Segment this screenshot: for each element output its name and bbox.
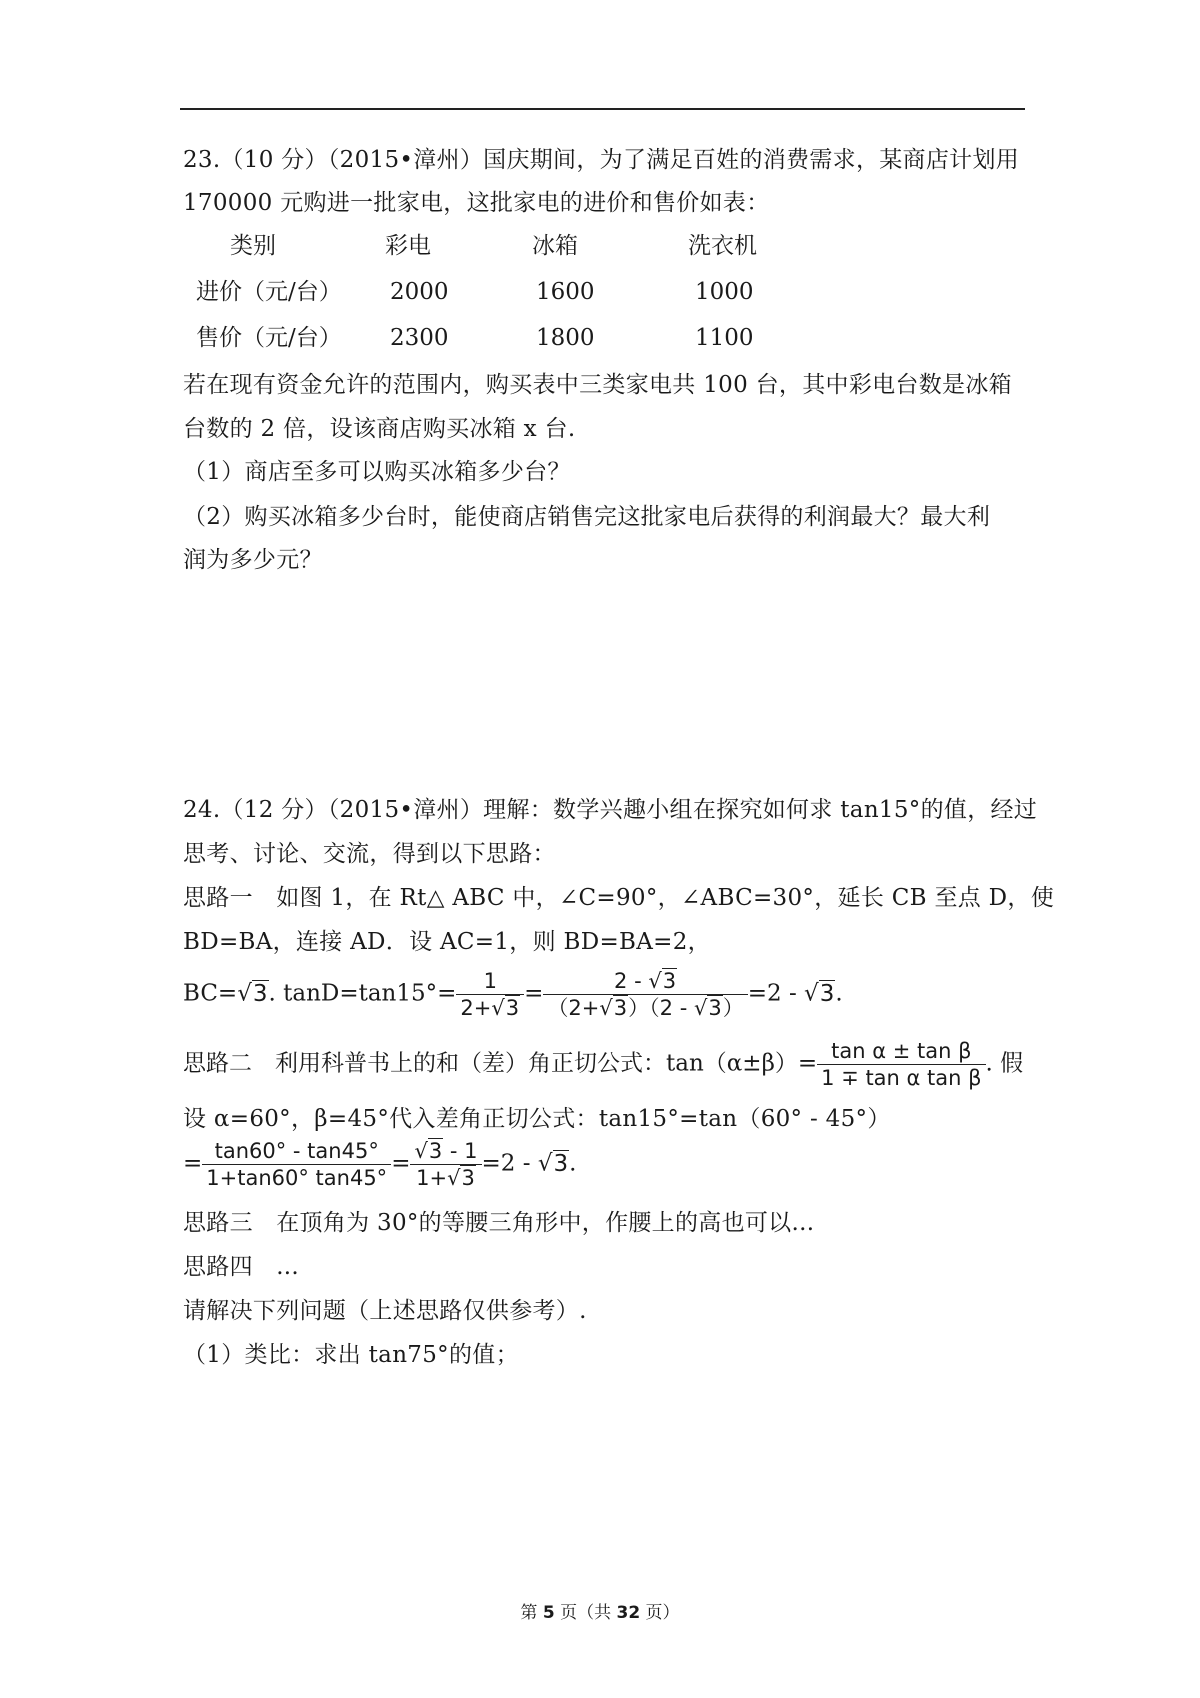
table-cell: 1600 bbox=[536, 279, 595, 305]
table-row-price-label: 售价（元/台） bbox=[196, 325, 342, 351]
total-pages: 32 bbox=[616, 1603, 641, 1623]
sqrt-symbol: √3 bbox=[237, 980, 268, 1007]
tan-sum-formula: $\frac{\text{tan α ± tan β}}{\text{1 ∓ tan α tan β}}$ bbox=[817, 1038, 985, 1091]
q24-line2: 思考、讨论、交流，得到以下思路： bbox=[183, 841, 556, 867]
q24-idea2: 思路二 利用科普书上的和（差）角正切公式：tan（α±β）= $\frac{\text{tan α ± tan β}}{\text{1 ∓ tan α tan β}}$ . 假 bbox=[183, 1039, 1024, 1090]
fraction: $\frac{\tan 60^\circ - \tan 45^\circ}{1+\tan 60^\circ \tan 45^\circ}$ bbox=[202, 1138, 391, 1191]
table-header-washer: 洗衣机 bbox=[688, 233, 757, 259]
fraction: $\frac{1}{2+√3}$ bbox=[456, 968, 524, 1021]
q24-line4: BD=BA，连接 AD．设 AC=1，则 BD=BA=2， bbox=[183, 929, 711, 955]
q23-part2b: 润为多少元？ bbox=[183, 547, 323, 573]
table-cell: 2000 bbox=[390, 279, 449, 305]
q24-idea3: 思路三 在顶角为 30°的等腰三角形中，作腰上的高也可以... bbox=[183, 1210, 815, 1236]
q24-part1: （1）类比：求出 tan75°的值； bbox=[183, 1342, 519, 1368]
page-number: 5 bbox=[542, 1603, 555, 1623]
q24-line3: 思路一 如图 1，在 Rt△ ABC 中，∠C=90°，∠ABC=30°，延长 CB 至点 D，使 bbox=[183, 885, 1054, 911]
fraction: $\frac{√3 - 1}{1+√3}$ bbox=[410, 1138, 481, 1191]
table-header-tv: 彩电 bbox=[385, 233, 431, 259]
q24-idea2-line2: 设 α=60°，β=45°代入差角正切公式：tan15°=tan（60° - 45°） bbox=[183, 1106, 891, 1132]
table-cell: 1100 bbox=[695, 325, 754, 351]
q23-line1: 23.（10 分）（2015•漳州）国庆期间，为了满足百姓的消费需求，某商店计划用 bbox=[183, 147, 1020, 173]
table-header-category: 类别 bbox=[230, 233, 276, 259]
q23-part2a: （2）购买冰箱多少台时，能使商店销售完这批家电后获得的利润最大？最大利 bbox=[183, 504, 991, 530]
q24-formula2: = $\frac{\tan 60^\circ - \tan 45^\circ}{1+\tan 60^\circ \tan 45^\circ}$ = $\frac{√3 - 1}{1+√3}$ =2 - √3. bbox=[183, 1139, 577, 1190]
table-cell: 2300 bbox=[390, 325, 449, 351]
q24-ask: 请解决下列问题（上述思路仅供参考）. bbox=[183, 1298, 587, 1324]
q24-idea4: 思路四 ... bbox=[183, 1254, 300, 1280]
q23-line3: 若在现有资金允许的范围内，购买表中三类家电共 100 台，其中彩电台数是冰箱 bbox=[183, 372, 1012, 398]
fraction: $\frac{2 - √3}{(2+√3)(2 - √3)}$ bbox=[543, 968, 747, 1021]
header-rule bbox=[180, 108, 1025, 110]
q24-line1: 24.（12 分）（2015•漳州）理解：数学兴趣小组在探究如何求 tan15°的值，经过 bbox=[183, 797, 1038, 823]
table-cell: 1000 bbox=[695, 279, 754, 305]
page-footer: 第 5 页（共 32 页） bbox=[520, 1603, 680, 1623]
q24-formula1: BC=√3. tanD=tan15°= $\frac{1}{2+√3}$ = $\frac{2 - √3}{(2+√3)(2 - √3)}$ =2 - √3. bbox=[183, 969, 843, 1020]
table-header-fridge: 冰箱 bbox=[532, 233, 578, 259]
q23-line2: 170000 元购进一批家电，这批家电的进价和售价如表： bbox=[183, 190, 770, 216]
q23-part1: （1）商店至多可以购买冰箱多少台？ bbox=[183, 459, 571, 485]
table-cell: 1800 bbox=[536, 325, 595, 351]
table-row-cost-label: 进价（元/台） bbox=[196, 279, 342, 305]
q23-line4: 台数的 2 倍，设该商店购买冰箱 x 台. bbox=[183, 416, 576, 442]
